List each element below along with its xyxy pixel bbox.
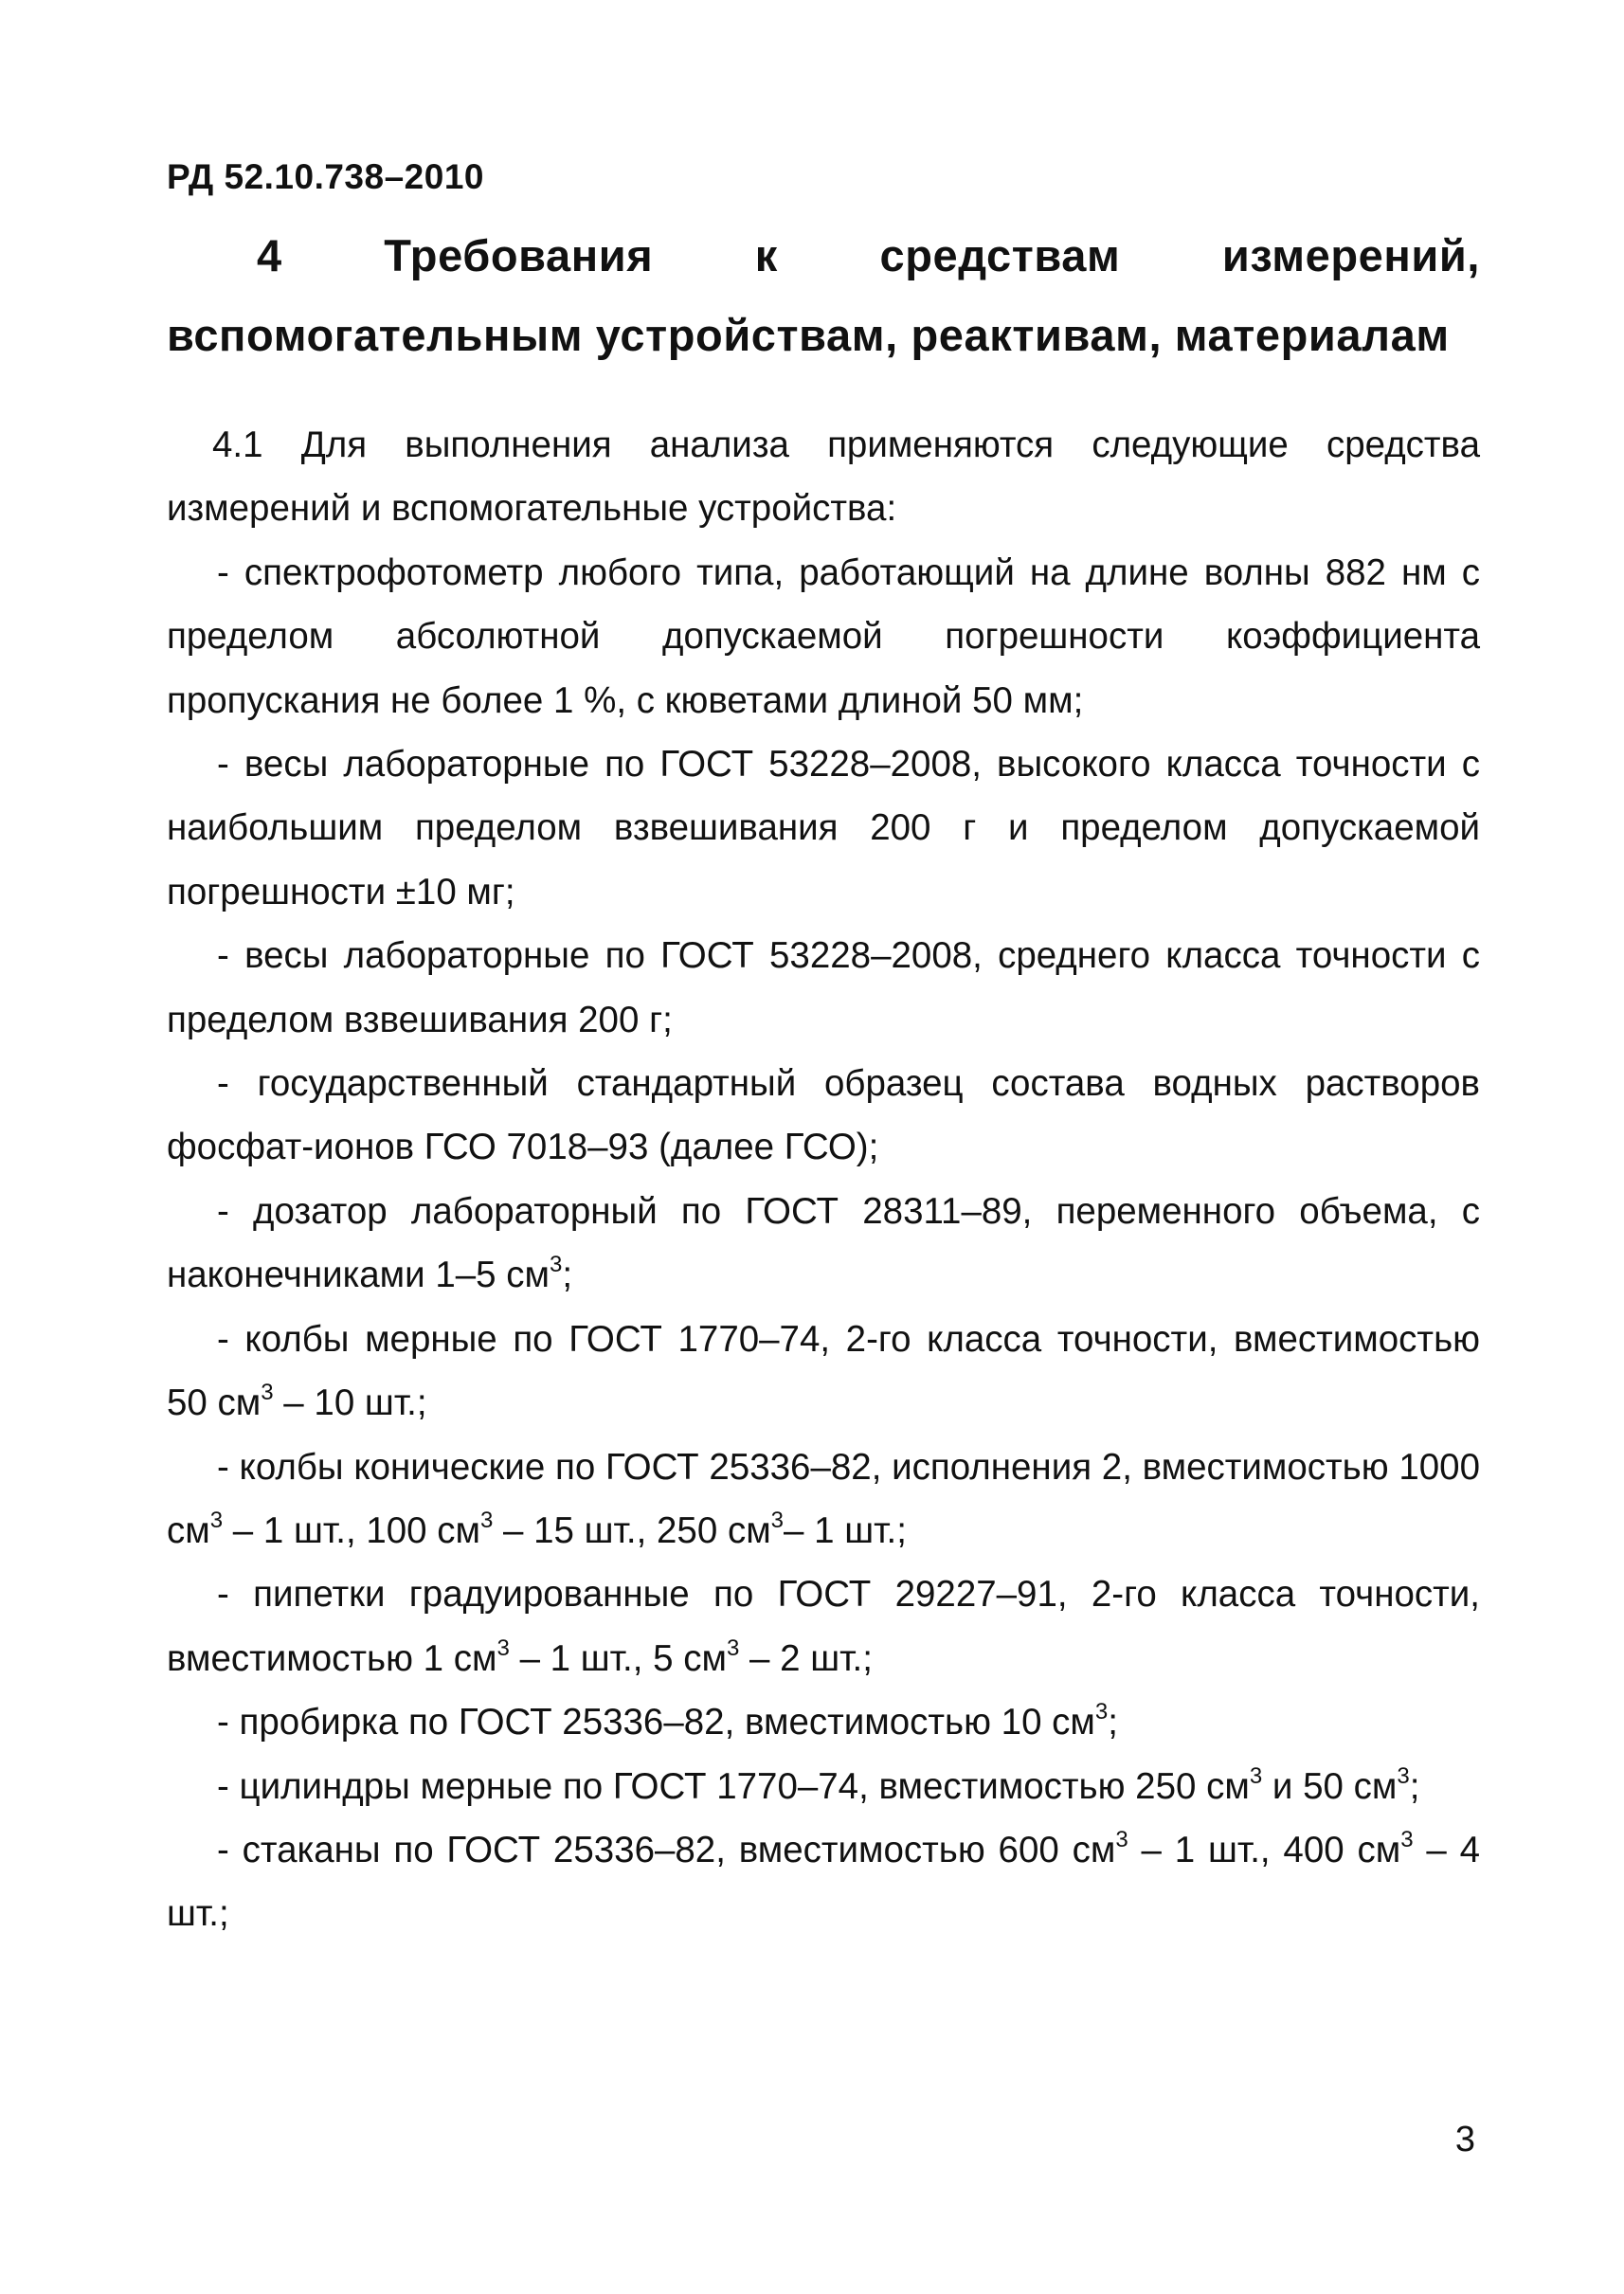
list-item: - пробирка по ГОСТ 25336–82, вместимостью 10 $см^3$; xyxy=(217,1699,1118,1743)
superscript: 3 xyxy=(1094,1699,1109,1725)
paragraph: 4.1 Для выполнения анализа применяются следующие средства измерений и вспомогательные устройства: xyxy=(167,424,1480,530)
superscript: 3 xyxy=(550,1252,563,1278)
document-code: РД 52.10.738–2010 xyxy=(167,157,484,196)
superscript: 3 xyxy=(479,1507,494,1533)
list-item: - стаканы по ГОСТ 25336–82, вместимостью 600 $см^3 - 1$ шт., 400 $см^3 - 4$ шт.; xyxy=(167,1826,1481,1935)
superscript: 3 xyxy=(726,1635,740,1661)
section-heading-text: 4 Требования к средствам измерений, вспомогательным устройствам, реактивам, материалам xyxy=(167,230,1480,360)
list-item: - весы лабораторные по ГОСТ 53228–2008, среднего класса точности с пределом взвешивания 200 г; xyxy=(167,935,1480,1040)
superscript: 3 xyxy=(261,1380,274,1406)
list-item: - дозатор лабораторный по ГОСТ 28311–89, переменного объема, с наконечниками 1–5 $см^3$; xyxy=(167,1190,1480,1296)
superscript: 3 xyxy=(1249,1762,1263,1789)
list-item: - цилиндры мерные по ГОСТ 1770–74, вместимостью 250 $см^3$ и 50 $см^3$; xyxy=(217,1762,1420,1807)
superscript: 3 xyxy=(1400,1826,1414,1852)
list-item: - колбы мерные по ГОСТ 1770–74, 2-го класса точности, вместимостью 50 $см^3 - 10$ шт.; xyxy=(167,1318,1480,1424)
page-number: 3 xyxy=(1454,2120,1475,2159)
superscript: 3 xyxy=(496,1635,510,1661)
section-heading xyxy=(167,216,1480,375)
superscript: 3 xyxy=(209,1507,224,1533)
list-item: - колбы конические по ГОСТ 25336–82, исполнения 2, вместимостью 1000 $см^3 - 1$ шт., 100 $см^3 - 15$ шт., 250 $см^3-$ 1 шт.; xyxy=(167,1446,1480,1551)
superscript: 3 xyxy=(1397,1762,1410,1789)
list-item: - весы лабораторные по ГОСТ 53228–2008, высокого класса точности с наибольшим пределом взвешивания 200 г и пределом допускаемой погрешности ±10 мг; xyxy=(167,744,1480,912)
body-text xyxy=(167,413,1480,1946)
superscript: 3 xyxy=(770,1507,785,1533)
list-item: - пипетки градуированные по ГОСТ 29227–91, 2-го класса точности, вместимостью 1 $см^3 - 1$ шт., 5 $см^3 - 2$ шт.; xyxy=(167,1574,1480,1679)
list-item: - государственный стандартный образец состава водных растворов фосфат-ионов ГСО 7018–93 (далее ГСО); xyxy=(167,1063,1480,1168)
superscript: 3 xyxy=(1115,1826,1128,1852)
list-item: - спектрофотометр любого типа, работающий на длине волны 882 нм с пределом абсолютной допускаемой погрешности коэффициента пропускания не более 1 %, с кюветами длиной 50 мм; xyxy=(167,551,1480,721)
